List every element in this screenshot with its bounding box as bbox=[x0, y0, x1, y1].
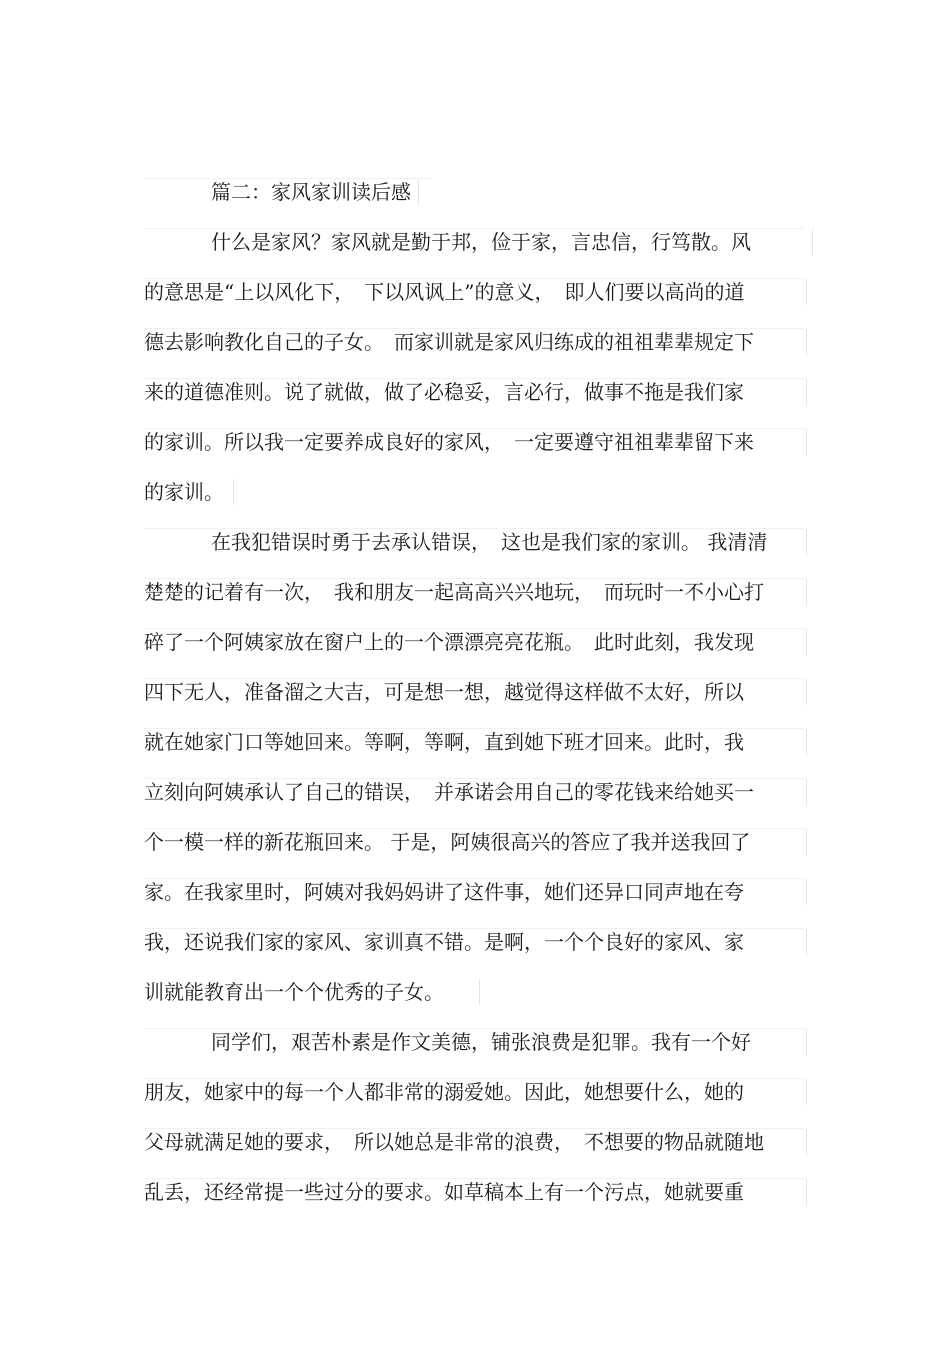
text-line: 什么是家风？家风就是勤于邦，俭于家，言忠信，行笃散。风 bbox=[211, 227, 805, 257]
document-title: 篇二：家风家训读后感 bbox=[211, 177, 411, 207]
text-line: 家。在我家里时，阿姨对我妈妈讲了这件事，她们还异口同声地在夸 bbox=[144, 877, 799, 907]
text-line: 德去影响教化自己的子女。 而家训就是家风归练成的祖祖辈辈规定下 bbox=[144, 327, 799, 357]
text-line: 乱丢，还经常提一些过分的要求。如草稿本上有一个污点，她就要重 bbox=[144, 1177, 799, 1207]
text-line: 训就能教育出一个个优秀的子女。 bbox=[144, 977, 472, 1007]
text-line: 来的道德准则。说了就做，做了必稳妥，言必行，做事不拖是我们家 bbox=[144, 377, 799, 407]
text-line: 四下无人，准备溜之大吉，可是想一想，越觉得这样做不太好，所以 bbox=[144, 677, 799, 707]
text-line: 楚楚的记着有一次， 我和朋友一起高高兴兴地玩， 而玩时一不小心打 bbox=[144, 577, 799, 607]
text-line: 的家训。 bbox=[144, 477, 226, 507]
text-line: 朋友，她家中的每一个人都非常的溺爱她。因此，她想要什么，她的 bbox=[144, 1077, 799, 1107]
text-line: 同学们，艰苦朴素是作文美德，铺张浪费是犯罪。我有一个好 bbox=[211, 1027, 799, 1057]
text-line: 立刻向阿姨承认了自己的错误， 并承诺会用自己的零花钱来给她买一 bbox=[144, 777, 799, 807]
text-line: 个一模一样的新花瓶回来。 于是，阿姨很高兴的答应了我并送我回了 bbox=[144, 827, 799, 857]
text-line: 的意思是“上以风化下， 下以风讽上”的意义， 即人们要以高尚的道 bbox=[144, 277, 799, 307]
text-line: 的家训。所以我一定要养成良好的家风， 一定要遵守祖祖辈辈留下来 bbox=[144, 427, 799, 457]
text-line: 我，还说我们家的家风、家训真不错。是啊，一个个良好的家风、家 bbox=[144, 927, 799, 957]
text-line: 就在她家门口等她回来。等啊，等啊，直到她下班才回来。此时，我 bbox=[144, 727, 799, 757]
text-line: 父母就满足她的要求， 所以她总是非常的浪费， 不想要的物品就随地 bbox=[144, 1127, 799, 1157]
text-line: 在我犯错误时勇于去承认错误， 这也是我们家的家训。 我清清 bbox=[211, 527, 799, 557]
text-line: 碎了一个阿姨家放在窗户上的一个漂漂亮亮花瓶。 此时此刻，我发现 bbox=[144, 627, 799, 657]
